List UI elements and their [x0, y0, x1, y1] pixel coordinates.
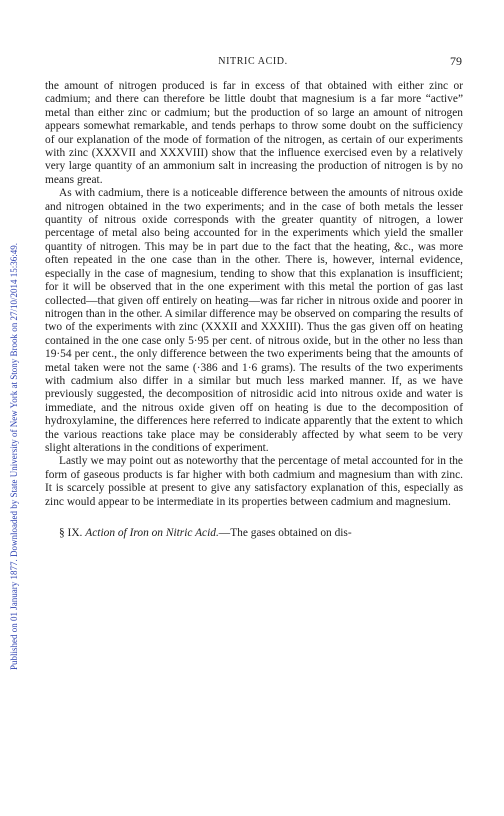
article-body — [45, 80, 463, 540]
section-title: Action of Iron on Nitric Acid. — [85, 527, 219, 539]
paragraph-cadmium-comparison: As with cadmium, there is a noticeable difference between the amounts of nitrous oxide and nitrogen obtained in the two experiments; and in the case of both metals the lesser quantity of nitrous oxide corresponds with the greater quantity of nitrogen, a lower percentage of metal also being accounted for in the experiments which yield the smaller quantity of nitrogen. This may be in part due to the fact that the heating, &c., was more often repeated in the one case than in the other. There is, however, internal evidence, especially in the case of magnesium, tending to show that this explanation is insufficient; for it will be observed that in the one experiment with this metal the portion of gas last collected—that given off entirely on heating—was far richer in nitrous oxide and poorer in nitrogen than in the other. A similar difference may be observed on comparing the results of two of the experiments with zinc (XXXII and XXXIII). Thus the gas given off on heating contained in the one case only 5·95 per cent. of nitrous oxide, but in the other no less than 19·54 per cent., the only difference between the two experiments being that the amounts of metal taken were not the same (·386 and 1·6 grams). The results of the two experiments with cadmium also differ in a similar but much less marked manner. If, as we have previously suggested, the decomposition of nitrosidic acid into nitrous oxide and water is immediate, and the nitrous oxide given off on heating is due to the decomposition of hydroxylamine, the differences here referred to indicate apparently that the extent to which the various reactions take place may be considerably affected by what seem to be very slight alterations in the conditions of experiment. — [45, 187, 463, 454]
section-number: § IX. — [59, 527, 83, 539]
section-text: —The gases obtained on dis- — [218, 527, 352, 539]
paragraph-metal-percentage: Lastly we may point out as noteworthy that the percentage of metal accounted for in the form of gaseous products is far higher with both cadmium and magnesium than with zinc. It is scarcely possible at present to give any satisfactory explanation of this, especially as zinc would appear to be intermediate in its properties between cadmium and magnesium. — [45, 455, 463, 508]
running-title: NITRIC ACID. — [218, 56, 288, 67]
paragraph-continued: the amount of nitrogen produced is far in excess of that obtained with either zinc or cadmium; and there can therefore be little doubt that magnesium is a far more “active” metal than either zinc or cadmium; but the production of so large an amount of nitrogen appears somewhat remarkable, and tends perhaps to throw some doubt on the sufficiency of our explanation of the mode of formation of the nitrogen, as certain of our experiments with zinc (XXXVII and XXXVIII) show that the influence exercised even by a relatively very large quantity of an ammonium salt in increasing the production of nitrogen is by no means great. — [45, 80, 463, 186]
page-number: 79 — [450, 54, 462, 68]
section-heading-paragraph — [45, 527, 463, 540]
publication-sidebar — [3, 30, 19, 670]
running-header — [44, 56, 462, 72]
published-note: Published on 01 January 1877. Downloaded by State University of New York at Stony Brook on 27/10/2014 15:36:49. — [9, 243, 19, 670]
